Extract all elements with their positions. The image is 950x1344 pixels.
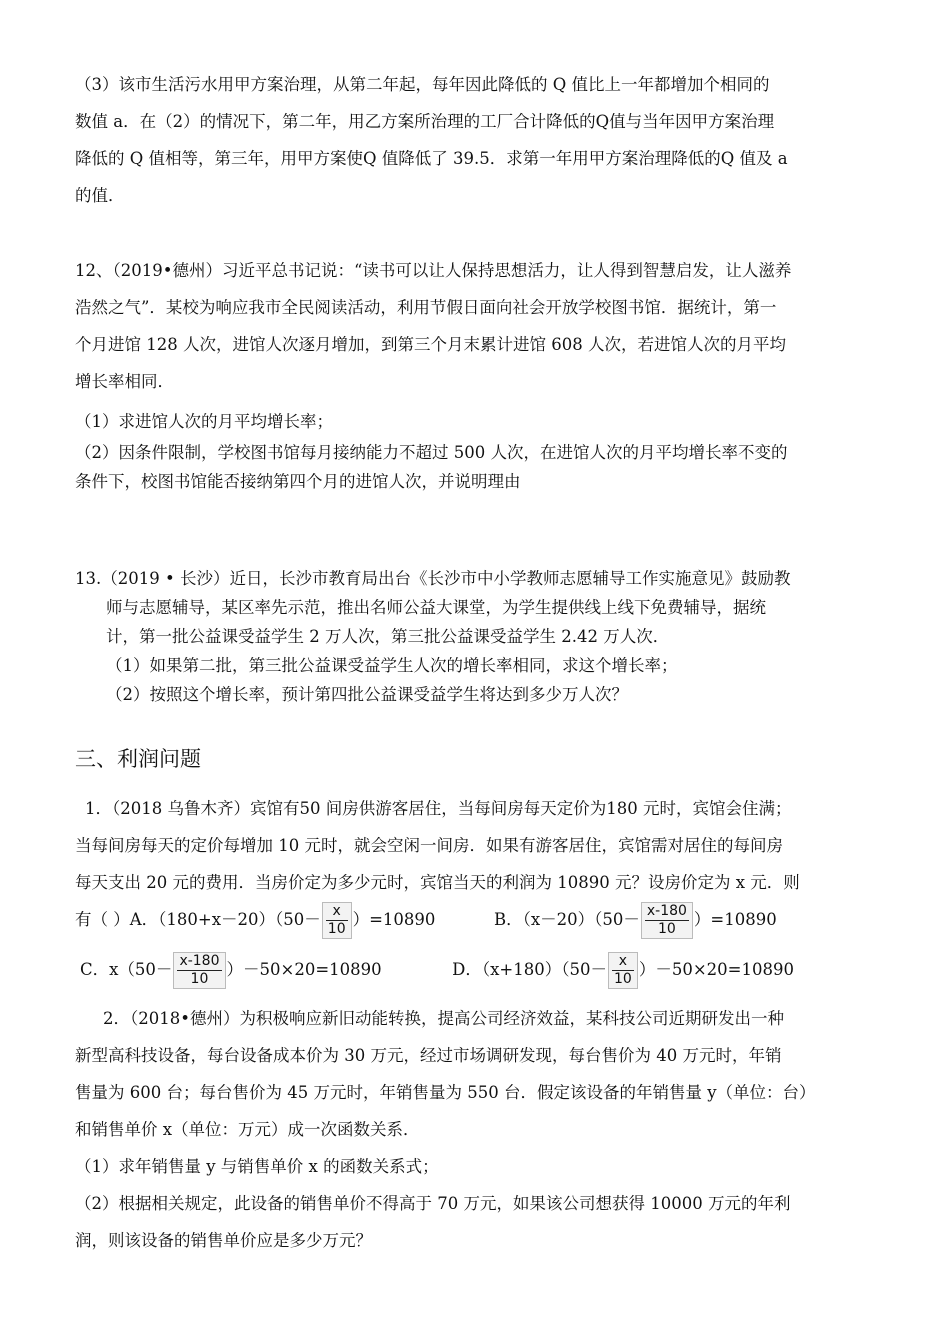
fraction-denominator: 10 — [657, 921, 676, 937]
profit-question-1 — [75, 790, 885, 901]
option-b-suffix: ）=10890 — [693, 910, 777, 929]
text-line: 增长率相同． — [75, 372, 174, 391]
text-line: 当每间房每天的定价每增加 10 元时，就会空闲一间房．如果有游客居住，宾馆需对居住的每间房 — [75, 836, 783, 855]
text-line: 售量为 600 台；每台售价为 45 万元时，年销售量为 550 台．假定该设备的年销售量 y（单位：台） — [75, 1083, 816, 1102]
text-line: 和销售单价 x（单位：万元）成一次函数关系． — [75, 1120, 420, 1139]
question-13-first-line — [75, 564, 885, 593]
options-row-ab — [75, 902, 777, 939]
text-line: （1）求进馆人次的月平均增长率； — [75, 412, 333, 431]
fraction-denominator: 10 — [614, 971, 632, 987]
text-line: （3）该市生活污水用甲方案治理，从第二年起，每年因此降低的 Q 值比上一年都增加个相同的 — [75, 75, 770, 94]
option-d-prefix: D．（x+180）（50－ — [452, 960, 607, 979]
section-heading: 三、利润问题 — [75, 747, 201, 771]
text-line: （2）按照这个增长率，预计第四批公益课受益学生将达到多少万人次？ — [106, 685, 628, 704]
fraction-a — [322, 902, 352, 939]
text-line: 计，第一批公益课受益学生 2 万人次，第三批公益课受益学生 2.42 万人次． — [106, 627, 670, 646]
options-row-cd — [80, 952, 794, 989]
text-line: 1．（2018 乌鲁木齐）宾馆有50 间房供游客居住，当每间房每天定价为180 元时，宾馆会住满； — [85, 799, 792, 818]
text-line: （1）求年销售量 y 与销售单价 x 的函数关系式； — [75, 1157, 439, 1176]
fraction-denominator: 10 — [327, 921, 346, 937]
text-line: 润，则该设备的销售单价应是多少万元？ — [75, 1231, 372, 1250]
text-line: 条件下，校图书馆能否接纳第四个月的进馆人次，并说明理由 — [75, 472, 521, 491]
fraction-numerator: x-180 — [179, 953, 220, 969]
text-line: （2）因条件限制，学校图书馆每月接纳能力不超过 500 人次，在进馆人次的月平均增长率不变的 — [75, 443, 788, 462]
text-line: 2．（2018•德州）为积极响应新旧动能转换，提高公司经济效益，某科技公司近期研发出一种 — [103, 1009, 784, 1028]
text-line: 12、（2019•德州）习近平总书记说：“读书可以让人保持思想活力，让人得到智慧启发，让人滋养 — [75, 261, 792, 280]
fraction-numerator: x — [326, 903, 348, 921]
fraction-c — [173, 952, 225, 989]
text-line: 13.（2019 • 长沙）近日，长沙市教育局出台《长沙市中小学教师志愿辅导工作实施意见》鼓励教 — [75, 569, 791, 588]
text-line: 浩然之气”．某校为响应我市全民阅读活动，利用节假日面向社会开放学校图书馆．据统计，第一 — [75, 298, 777, 317]
fraction-b — [641, 902, 693, 939]
profit-question-2 — [75, 1000, 885, 1259]
fraction-numerator: x — [612, 953, 634, 971]
fraction-d — [608, 952, 638, 989]
option-d-suffix: ）－50×20=10890 — [638, 960, 794, 979]
fraction-denominator: 10 — [190, 971, 209, 987]
text-line: 的值． — [75, 186, 125, 205]
option-a-prefix: 有（ ）A．（180+x－20）（50－ — [75, 910, 321, 929]
text-line: 每天支出 20 元的费用．当房价定为多少元时，宾馆当天的利润为 10890 元？设房价定为 x 元．则 — [75, 873, 800, 892]
text-line: 个月进馆 128 人次，进馆人次逐月增加，到第三个月末累计进馆 608 人次，若进馆人次的月平均 — [75, 335, 786, 354]
text-line: 师与志愿辅导，某区率先示范，推出名师公益大课堂，为学生提供线上线下免费辅导，据统 — [106, 598, 766, 617]
text-line: （1）如果第二批，第三批公益课受益学生人次的增长率相同，求这个增长率； — [106, 656, 678, 675]
question-12-sub2 — [75, 438, 885, 496]
text-line: 新型高科技设备，每台设备成本价为 30 万元，经过市场调研发现，每台售价为 40 万元时，年销 — [75, 1046, 782, 1065]
fraction-numerator: x-180 — [646, 903, 687, 919]
option-c-prefix: C．x（50－ — [80, 960, 173, 979]
option-b-prefix: B．（x－20）（50－ — [493, 910, 640, 929]
question-12 — [75, 252, 885, 400]
question-13-body — [106, 593, 884, 709]
question-12-sub1 — [75, 407, 885, 436]
text-line: （2）根据相关规定，此设备的销售单价不得高于 70 万元，如果该公司想获得 10000 万元的年利 — [75, 1194, 791, 1213]
text-line: 降低的 Q 值相等，第三年，用甲方案使Q 值降低了 39.5．求第一年用甲方案治理降低的Q 值及 a — [75, 149, 788, 168]
text-line: 数值 a．在（2）的情况下，第二年，用乙方案所治理的工厂合计降低的Q值与当年因甲方案治理 — [75, 112, 775, 131]
option-c-suffix: ）－50×20=10890 — [226, 960, 382, 979]
paragraph-q11-part3 — [75, 66, 885, 214]
option-a-suffix: ）=10890 — [352, 910, 436, 929]
